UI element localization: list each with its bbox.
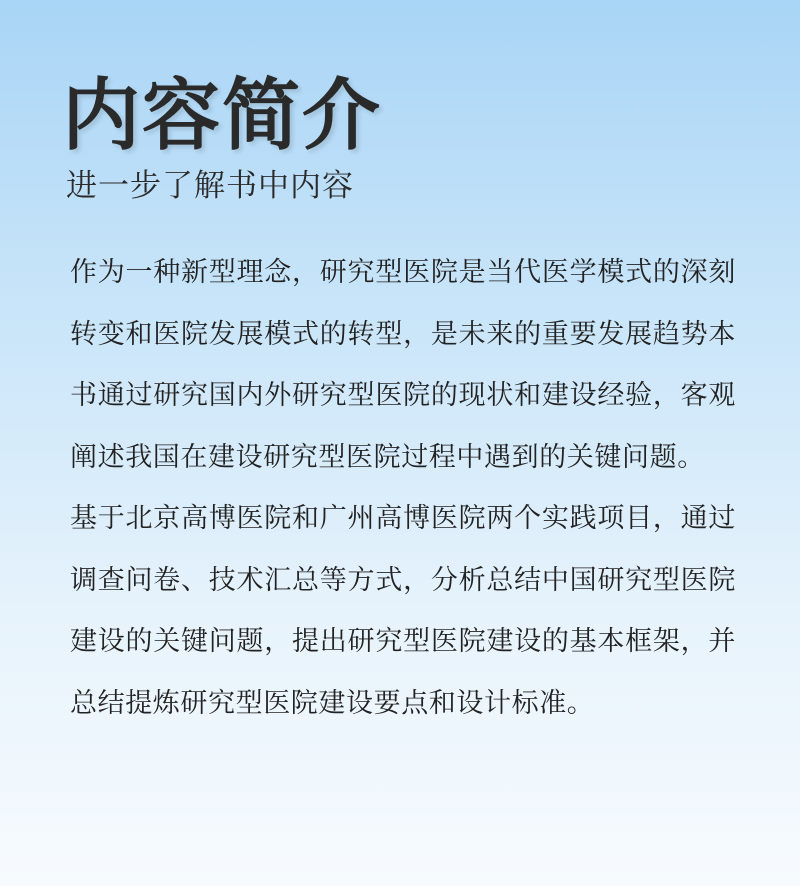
summary-paragraph-1: 作为一种新型理念，研究型医院是当代医学模式的深刻转变和医院发展模式的转型，是未来的重要发展趋势本书通过研究国内外研究型医院的现状和建设经验，客观阐述我国在建设研究型医院过程中遇到的关键问题。 <box>70 257 736 473</box>
section-header <box>62 70 382 206</box>
summary-content <box>70 242 736 734</box>
section-subtitle: 进一步了解书中内容 <box>66 168 354 204</box>
summary-paragraph-2: 基于北京高博医院和广州高博医院两个实践项目，通过调查问卷、技术汇总等方式，分析总结中国研究型医院建设的关键问题，提出研究型医院建设的基本框架，并总结提炼研究型医院建设要点和设计标准。 <box>70 503 736 719</box>
section-title: 内容简介 <box>62 71 383 161</box>
